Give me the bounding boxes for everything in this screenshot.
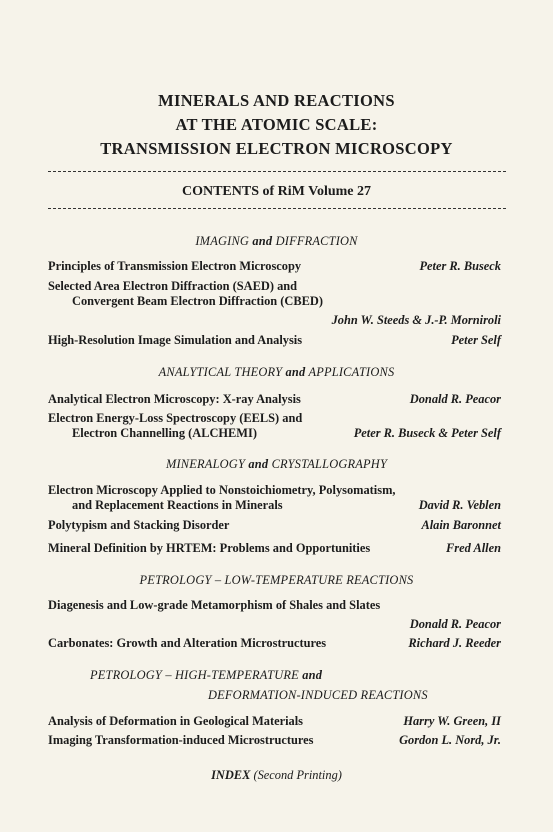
section-heading-low-temperature: PETROLOGY – LOW-TEMPERATURE REACTIONS (139, 573, 414, 587)
entry-title: Analytical Electron Microscopy: X-ray Analysis (48, 392, 301, 406)
entry-author: Gordon L. Nord, Jr. (399, 733, 501, 747)
entry-title: Polytypism and Stacking Disorder (48, 518, 230, 532)
entry-author: Donald R. Peacor (409, 392, 501, 406)
entry-author: Peter R. Buseck & Peter Self (353, 426, 501, 440)
dashed-rule-top (48, 171, 506, 172)
section-heading-high-temperature-line-2: DEFORMATION-INDUCED REACTIONS (208, 688, 428, 702)
section-heading-and: and (252, 234, 273, 248)
section-heading-part: PETROLOGY – HIGH-TEMPERATURE (90, 668, 299, 682)
contents-heading: CONTENTS of RiM Volume 27 (181, 184, 372, 199)
entry-title: High-Resolution Image Simulation and Analysis (48, 333, 303, 347)
entry-title-line-1: Electron Microscopy Applied to Nonstoichiometry, Polysomatism, (48, 483, 396, 497)
index-note: (Second Printing) (253, 768, 342, 782)
section-heading-and: and (285, 365, 306, 379)
entry-title: Diagenesis and Low-grade Metamorphism of Shales and Slates (48, 598, 381, 612)
entry-title: Analysis of Deformation in Geological Materials (48, 714, 304, 728)
entry-title-line-1: Selected Area Electron Diffraction (SAED) and (48, 279, 298, 293)
section-heading-part: DIFFRACTION (275, 234, 358, 248)
entry-title-line-2: Electron Channelling (ALCHEMI) (72, 426, 257, 440)
entry-title-line-2: Convergent Beam Electron Diffraction (CBED) (72, 294, 323, 308)
entry-author: David R. Veblen (418, 498, 501, 512)
entry-author: Donald R. Peacor (409, 617, 501, 631)
index-line (0, 768, 553, 783)
section-heading-imaging (0, 234, 553, 249)
index-label: INDEX (211, 768, 251, 782)
entry-author: Richard J. Reeder (408, 636, 501, 650)
section-heading-part: MINERALOGY (165, 457, 246, 471)
section-heading-analytical (0, 365, 553, 380)
entry-title-line-2: and Replacement Reactions in Minerals (72, 498, 283, 512)
section-heading-part: APPLICATIONS (308, 365, 395, 379)
entry-author: Peter Self (451, 333, 501, 347)
book-title-line-3: TRANSMISSION ELECTRON MICROSCOPY (100, 139, 453, 158)
section-heading-high-temperature-line-1 (90, 668, 322, 683)
section-heading-part: ANALYTICAL THEORY (158, 365, 283, 379)
entry-title: Imaging Transformation-induced Microstructures (48, 733, 314, 747)
entry-author: Fred Allen (446, 541, 501, 555)
section-heading-and: and (248, 457, 269, 471)
entry-title-line-1: Electron Energy-Loss Spectroscopy (EELS) and (48, 411, 303, 425)
entry-title: Mineral Definition by HRTEM: Problems and Opportunities (48, 541, 371, 555)
section-heading-part: IMAGING (195, 234, 250, 248)
book-title-line-2: AT THE ATOMIC SCALE: (175, 115, 378, 134)
section-heading-mineralogy (0, 457, 553, 472)
entry-author: Peter R. Buseck (419, 259, 501, 273)
section-heading-part: CRYSTALLOGRAPHY (271, 457, 388, 471)
entry-author: Alain Baronnet (421, 518, 501, 532)
entry-author: John W. Steeds & J.-P. Morniroli (331, 313, 501, 327)
section-heading-and: and (302, 668, 323, 682)
entry-author: Harry W. Green, II (403, 714, 501, 728)
book-title-line-1: MINERALS AND REACTIONS (158, 91, 395, 110)
entry-title: Carbonates: Growth and Alteration Microstructures (48, 636, 327, 650)
dashed-rule-bottom (48, 208, 506, 209)
entry-title: Principles of Transmission Electron Microscopy (48, 259, 302, 273)
